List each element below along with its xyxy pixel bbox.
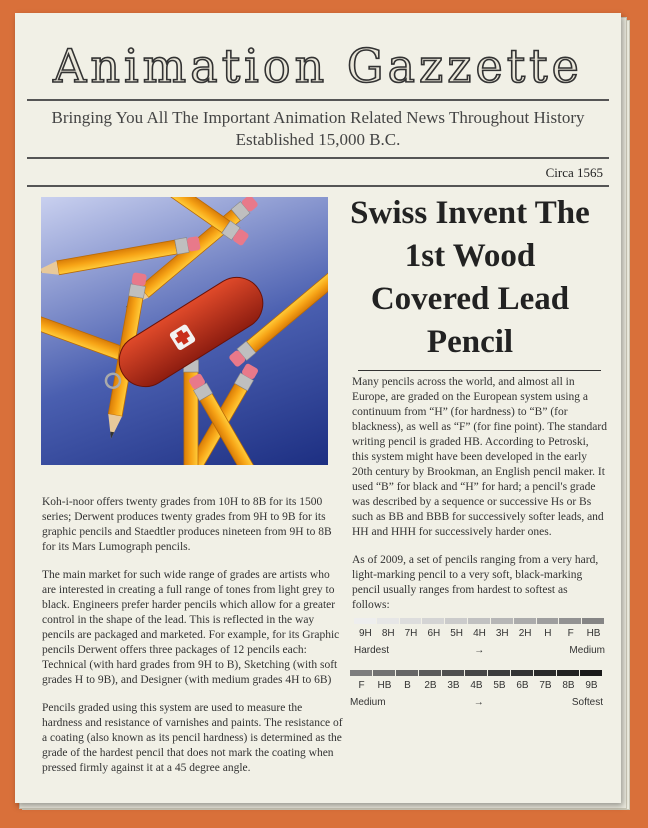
newspaper-page [15,13,621,803]
left-column [42,495,344,789]
right-column [352,375,607,626]
shade-swatch [442,670,464,676]
soft-scale-ends [350,697,603,708]
shade-swatch [511,670,533,676]
left-paragraph: Pencils graded using this system are used to measure the hardness and resistance of varnishes and paints. The resistance of a coating (also known as its pencil hardness) is determined as the grade of the hardest pencil that does not mark the coating when pressed firmly against it at a 45 degree angle. [42,702,343,774]
grade-label: 5H [450,628,464,639]
shade-swatch [582,618,604,624]
shade-swatch [488,670,510,676]
grade-label: 5B [493,680,506,691]
shade-swatch [445,618,467,624]
pencil-knife-photo [41,197,328,465]
masthead-rule [27,99,609,101]
shade-swatch [491,618,513,624]
hard-grade-labels [354,628,605,639]
header-rule-bottom [27,185,609,187]
scale-arrow: → [473,697,484,708]
grade-label: 9H [359,628,372,639]
shade-swatch [557,670,579,676]
shade-swatch [514,618,536,624]
masthead-title: Animation Gazzette [53,39,583,93]
scale-right-label: Softest [571,697,603,708]
shade-swatch [537,618,559,624]
grade-label: 8B [562,680,575,691]
shade-swatch [465,670,487,676]
hardness-scale-soft [350,670,603,708]
grade-label: 3H [495,628,509,639]
scale-left-label: Hardest [354,645,390,656]
established-line: Established 15,000 B.C. [235,130,401,149]
shade-swatch [373,670,395,676]
shade-swatch [350,670,372,676]
shade-swatch [559,618,581,624]
shade-swatch [422,618,444,624]
soft-grade-labels [350,680,603,691]
tagline: Bringing You All The Important Animation Related News Throughout History [51,108,585,127]
left-paragraph: The main market for such wide range of grades are artists who are interested in creating a full range of tones from light grey to black. Engineers prefer harder pencils which allow for a greater control in the shape of the lead. This is reflected in the way pencils are packaged and marketed. For example, for its Graphic pencils Derwent offers three packages of 12 pencils each: Technical (with hard grades from 9H to B), Sketching (with soft grades H to 9B), and Designer (with medium grades 4H to 6B) [42,569,340,686]
header-rule-top [27,157,609,159]
grade-label: 7H [404,628,418,639]
scale-left-label: Medium [350,697,386,708]
hard-scale-ends [354,645,605,656]
hardness-scale-hard [354,618,605,656]
grade-label: 6H [427,628,441,639]
shade-swatch [580,670,602,676]
grade-label: 2H [518,628,532,639]
grade-label: HB [586,628,601,639]
hard-shade-bar [354,618,605,624]
grade-label: HB [377,680,392,691]
right-paragraph: Many pencils across the world, and almost all in Europe, are graded on the European system using a continuum from “H” (for hardness) to “B” (for blackness), as well as “F” (for fine point). The standard writing pencil is graded HB. According to Petroski, this system might have been developed in the early 20th century by Brookman, an English pencil maker. It used “B” for black and “H” for hard; a pencil's grade was described by a sequence or successive Hs or Bs such as BB and BBB for successively softer leads, and HH and HHH for successively harder ones. [352,376,607,538]
grade-label: B [404,680,411,691]
scale-right-label: Medium [569,645,605,656]
grade-label: 4H [473,628,486,639]
issue-date: Circa 1565 [545,165,603,180]
shade-swatch [534,670,556,676]
shade-swatch [396,670,418,676]
grade-label: 4B [470,680,483,691]
grade-label: 9B [585,680,598,691]
shade-swatch [468,618,490,624]
shade-swatch [377,618,399,624]
grade-label: 3B [447,680,460,691]
headline-rule [358,370,601,371]
grade-label: 7B [539,680,552,691]
soft-shade-bar [350,670,603,676]
grade-label: F [358,680,365,691]
headline: Swiss Invent The 1st Wood Covered Lead Pencil [350,195,590,360]
grade-label: H [544,628,552,639]
left-paragraph: Koh-i-noor offers twenty grades from 10H to 8B for its 1500 series; Derwent produces twenty grades from 9H to 9B for its graphic pencils and Staedtler produces nineteen from 9H to 8B for its Mars Lumograph pencils. [42,496,332,553]
shade-swatch [400,618,422,624]
right-paragraph: As of 2009, a set of pencils ranging from a very hard, light-marking pencil to a very soft, black-marking pencil usually ranges from hardest to softest as follows: [352,554,599,611]
grade-label: 2B [424,680,437,691]
shade-swatch [354,618,376,624]
scale-arrow: → [474,645,485,656]
grade-label: 6B [516,680,529,691]
shade-swatch [419,670,441,676]
grade-label: 8H [381,628,395,639]
grade-label: F [567,628,574,639]
